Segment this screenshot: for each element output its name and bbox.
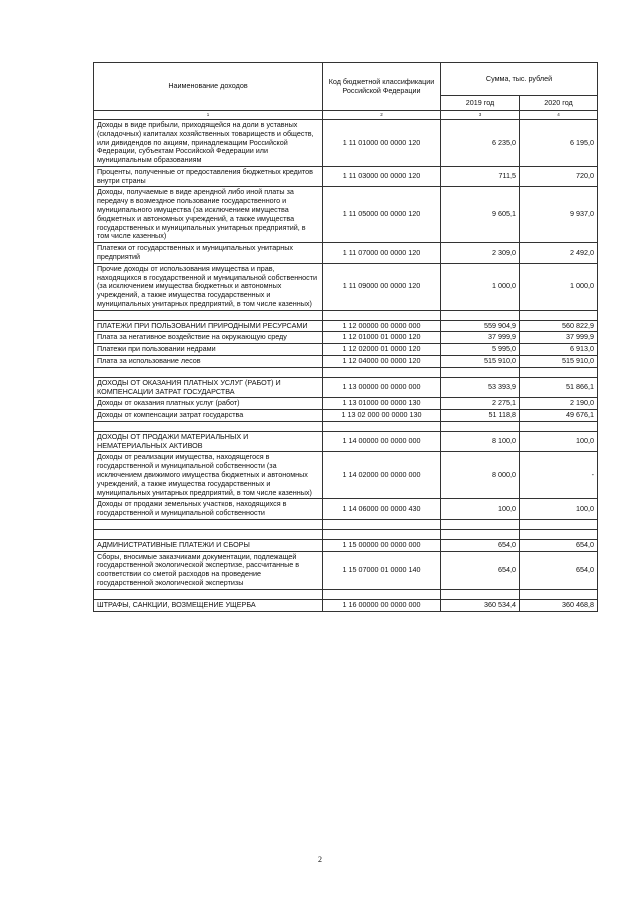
amount-2019-cell: 654,0 bbox=[441, 539, 520, 551]
amount-2020-cell: 6 195,0 bbox=[520, 120, 598, 167]
empty-cell bbox=[520, 310, 598, 320]
budget-code-cell: 1 11 07000 00 0000 120 bbox=[323, 243, 441, 264]
empty-cell bbox=[94, 310, 323, 320]
empty-cell bbox=[94, 589, 323, 599]
table-row bbox=[94, 452, 598, 499]
empty-cell bbox=[94, 519, 323, 529]
revenue-name-cell: ДОХОДЫ ОТ ПРОДАЖИ МАТЕРИАЛЬНЫХ И НЕМАТЕРИАЛЬНЫХ АКТИВОВ bbox=[94, 431, 323, 452]
spacer-row bbox=[94, 310, 598, 320]
table-row bbox=[94, 499, 598, 520]
revenue-name-cell: ДОХОДЫ ОТ ОКАЗАНИЯ ПЛАТНЫХ УСЛУГ (РАБОТ) И КОМПЕНСАЦИИ ЗАТРАТ ГОСУДАРСТВА bbox=[94, 377, 323, 398]
amount-2020-cell: 720,0 bbox=[520, 166, 598, 187]
amount-2019-cell: 654,0 bbox=[441, 551, 520, 589]
amount-2019-cell: 6 235,0 bbox=[441, 120, 520, 167]
table-row bbox=[94, 551, 598, 589]
revenue-name-cell: Прочие доходы от использования имущества и прав, находящихся в государственной и муниципальной собственности (за исключением имущества бюджетных и автономных учреждений, а также имущества государственных и муниципальных унитарных предприятий, в том числе казенных) bbox=[94, 263, 323, 310]
empty-cell bbox=[520, 367, 598, 377]
empty-cell bbox=[441, 589, 520, 599]
amount-2020-cell: 2 492,0 bbox=[520, 243, 598, 264]
section-row bbox=[94, 377, 598, 398]
budget-code-cell: 1 12 01000 01 0000 120 bbox=[323, 332, 441, 344]
amount-2019-cell: 1 000,0 bbox=[441, 263, 520, 310]
column-index: 3 bbox=[441, 111, 520, 120]
spacer-row bbox=[94, 529, 598, 539]
budget-code-cell: 1 15 00000 00 0000 000 bbox=[323, 539, 441, 551]
amount-2020-cell: 560 822,9 bbox=[520, 320, 598, 332]
budget-code-cell: 1 13 00000 00 0000 000 bbox=[323, 377, 441, 398]
revenue-name-cell: Плата за негативное воздействие на окружающую среду bbox=[94, 332, 323, 344]
spacer-row bbox=[94, 519, 598, 529]
empty-cell bbox=[323, 529, 441, 539]
budget-code-cell: 1 15 07000 01 0000 140 bbox=[323, 551, 441, 589]
header-sum: Сумма, тыс. рублей bbox=[441, 63, 598, 96]
table-row bbox=[94, 344, 598, 356]
amount-2020-cell: 654,0 bbox=[520, 539, 598, 551]
amount-2019-cell: 2 309,0 bbox=[441, 243, 520, 264]
budget-code-cell: 1 11 01000 00 0000 120 bbox=[323, 120, 441, 167]
budget-code-cell: 1 12 02000 01 0000 120 bbox=[323, 344, 441, 356]
empty-cell bbox=[441, 421, 520, 431]
amount-2020-cell: 2 190,0 bbox=[520, 398, 598, 410]
spacer-row bbox=[94, 367, 598, 377]
amount-2019-cell: 8 000,0 bbox=[441, 452, 520, 499]
revenue-name-cell: Доходы в виде прибыли, приходящейся на доли в уставных (складочных) капиталах хозяйственных товариществ и обществ, или дивидендов по акциям, принадлежащим Российской Федерации, субъектам Российской Федерации или муниципальным образованиям bbox=[94, 120, 323, 167]
revenue-name-cell: ПЛАТЕЖИ ПРИ ПОЛЬЗОВАНИИ ПРИРОДНЫМИ РЕСУРСАМИ bbox=[94, 320, 323, 332]
table-row bbox=[94, 398, 598, 410]
revenue-name-cell: ШТРАФЫ, САНКЦИИ, ВОЗМЕЩЕНИЕ УЩЕРБА bbox=[94, 599, 323, 611]
section-row bbox=[94, 431, 598, 452]
amount-2019-cell: 515 910,0 bbox=[441, 355, 520, 367]
header-revenue-name: Наименование доходов bbox=[94, 63, 323, 111]
page-number: 2 bbox=[318, 855, 322, 864]
empty-cell bbox=[323, 367, 441, 377]
amount-2020-cell: 654,0 bbox=[520, 551, 598, 589]
empty-cell bbox=[520, 529, 598, 539]
amount-2019-cell: 53 393,9 bbox=[441, 377, 520, 398]
revenue-name-cell: Доходы от оказания платных услуг (работ) bbox=[94, 398, 323, 410]
budget-code-cell: 1 14 06000 00 0000 430 bbox=[323, 499, 441, 520]
revenue-name-cell: Платежи от государственных и муниципальных унитарных предприятий bbox=[94, 243, 323, 264]
amount-2020-cell: 100,0 bbox=[520, 431, 598, 452]
revenue-name-cell: Доходы от реализации имущества, находящегося в государственной и муниципальной собственности (за исключением движимого имущества бюджетных и автономных учреждений, а также имущества государственных и муниципальных унитарных предприятий, в том числе казенных) bbox=[94, 452, 323, 499]
revenue-table bbox=[93, 62, 598, 612]
revenue-name-cell: Сборы, вносимые заказчиками документации, подлежащей государственной экологической экспертизе, рассчитанные в соответствии со сметой расходов на проведение государственной экологической экспертизы bbox=[94, 551, 323, 589]
table-row bbox=[94, 120, 598, 167]
table-row bbox=[94, 187, 598, 243]
empty-cell bbox=[441, 310, 520, 320]
empty-cell bbox=[323, 310, 441, 320]
amount-2019-cell: 51 118,8 bbox=[441, 410, 520, 422]
amount-2019-cell: 5 995,0 bbox=[441, 344, 520, 356]
empty-cell bbox=[94, 529, 323, 539]
empty-cell bbox=[441, 367, 520, 377]
header-year-2020: 2020 год bbox=[520, 96, 598, 111]
revenue-name-cell: Доходы от продажи земельных участков, находящихся в государственной и муниципальной собственности bbox=[94, 499, 323, 520]
amount-2020-cell: 9 937,0 bbox=[520, 187, 598, 243]
empty-cell bbox=[520, 421, 598, 431]
amount-2019-cell: 8 100,0 bbox=[441, 431, 520, 452]
budget-code-cell: 1 11 05000 00 0000 120 bbox=[323, 187, 441, 243]
amount-2020-cell: 49 676,1 bbox=[520, 410, 598, 422]
revenue-name-cell: Проценты, полученные от предоставления бюджетных кредитов внутри страны bbox=[94, 166, 323, 187]
empty-cell bbox=[520, 589, 598, 599]
table-row bbox=[94, 243, 598, 264]
table-row bbox=[94, 332, 598, 344]
budget-code-cell: 1 14 00000 00 0000 000 bbox=[323, 431, 441, 452]
amount-2019-cell: 559 904,9 bbox=[441, 320, 520, 332]
budget-code-cell: 1 13 01000 00 0000 130 bbox=[323, 398, 441, 410]
amount-2020-cell: 6 913,0 bbox=[520, 344, 598, 356]
header-budget-code: Код бюджетной классификации Российской Федерации bbox=[323, 63, 441, 111]
empty-cell bbox=[441, 519, 520, 529]
amount-2020-cell: 100,0 bbox=[520, 499, 598, 520]
empty-cell bbox=[323, 519, 441, 529]
column-index: 1 bbox=[94, 111, 323, 120]
amount-2020-cell: - bbox=[520, 452, 598, 499]
budget-code-cell: 1 11 09000 00 0000 120 bbox=[323, 263, 441, 310]
amount-2019-cell: 2 275,1 bbox=[441, 398, 520, 410]
spacer-row bbox=[94, 589, 598, 599]
table-row bbox=[94, 263, 598, 310]
amount-2019-cell: 360 534,4 bbox=[441, 599, 520, 611]
section-row bbox=[94, 599, 598, 611]
budget-code-cell: 1 14 02000 00 0000 000 bbox=[323, 452, 441, 499]
budget-code-cell: 1 13 02 000 00 0000 130 bbox=[323, 410, 441, 422]
revenue-name-cell: АДМИНИСТРАТИВНЫЕ ПЛАТЕЖИ И СБОРЫ bbox=[94, 539, 323, 551]
budget-code-cell: 1 16 00000 00 0000 000 bbox=[323, 599, 441, 611]
amount-2019-cell: 37 999,9 bbox=[441, 332, 520, 344]
section-row bbox=[94, 320, 598, 332]
revenue-name-cell: Доходы от компенсации затрат государства bbox=[94, 410, 323, 422]
table-row bbox=[94, 410, 598, 422]
budget-code-cell: 1 12 00000 00 0000 000 bbox=[323, 320, 441, 332]
amount-2020-cell: 37 999,9 bbox=[520, 332, 598, 344]
amount-2020-cell: 51 866,1 bbox=[520, 377, 598, 398]
revenue-name-cell: Плата за использование лесов bbox=[94, 355, 323, 367]
table-row bbox=[94, 166, 598, 187]
spacer-row bbox=[94, 421, 598, 431]
amount-2020-cell: 1 000,0 bbox=[520, 263, 598, 310]
header-year-2019: 2019 год bbox=[441, 96, 520, 111]
empty-cell bbox=[520, 519, 598, 529]
amount-2019-cell: 711,5 bbox=[441, 166, 520, 187]
amount-2020-cell: 360 468,8 bbox=[520, 599, 598, 611]
empty-cell bbox=[323, 421, 441, 431]
table-row bbox=[94, 355, 598, 367]
empty-cell bbox=[94, 367, 323, 377]
section-row bbox=[94, 539, 598, 551]
column-index-row bbox=[94, 111, 598, 120]
budget-code-cell: 1 11 03000 00 0000 120 bbox=[323, 166, 441, 187]
revenue-name-cell: Доходы, получаемые в виде арендной либо иной платы за передачу в возмездное пользование государственного и муниципального имущества (за исключением имущества бюджетных и автономных учреждений, а также имущества государственных и муниципальных унитарных предприятий, в том числе казенных) bbox=[94, 187, 323, 243]
table-body bbox=[94, 120, 598, 612]
empty-cell bbox=[323, 589, 441, 599]
amount-2019-cell: 100,0 bbox=[441, 499, 520, 520]
amount-2020-cell: 515 910,0 bbox=[520, 355, 598, 367]
empty-cell bbox=[94, 421, 323, 431]
empty-cell bbox=[441, 529, 520, 539]
column-index: 2 bbox=[323, 111, 441, 120]
budget-code-cell: 1 12 04000 00 0000 120 bbox=[323, 355, 441, 367]
revenue-name-cell: Платежи при пользовании недрами bbox=[94, 344, 323, 356]
amount-2019-cell: 9 605,1 bbox=[441, 187, 520, 243]
column-index: 4 bbox=[520, 111, 598, 120]
